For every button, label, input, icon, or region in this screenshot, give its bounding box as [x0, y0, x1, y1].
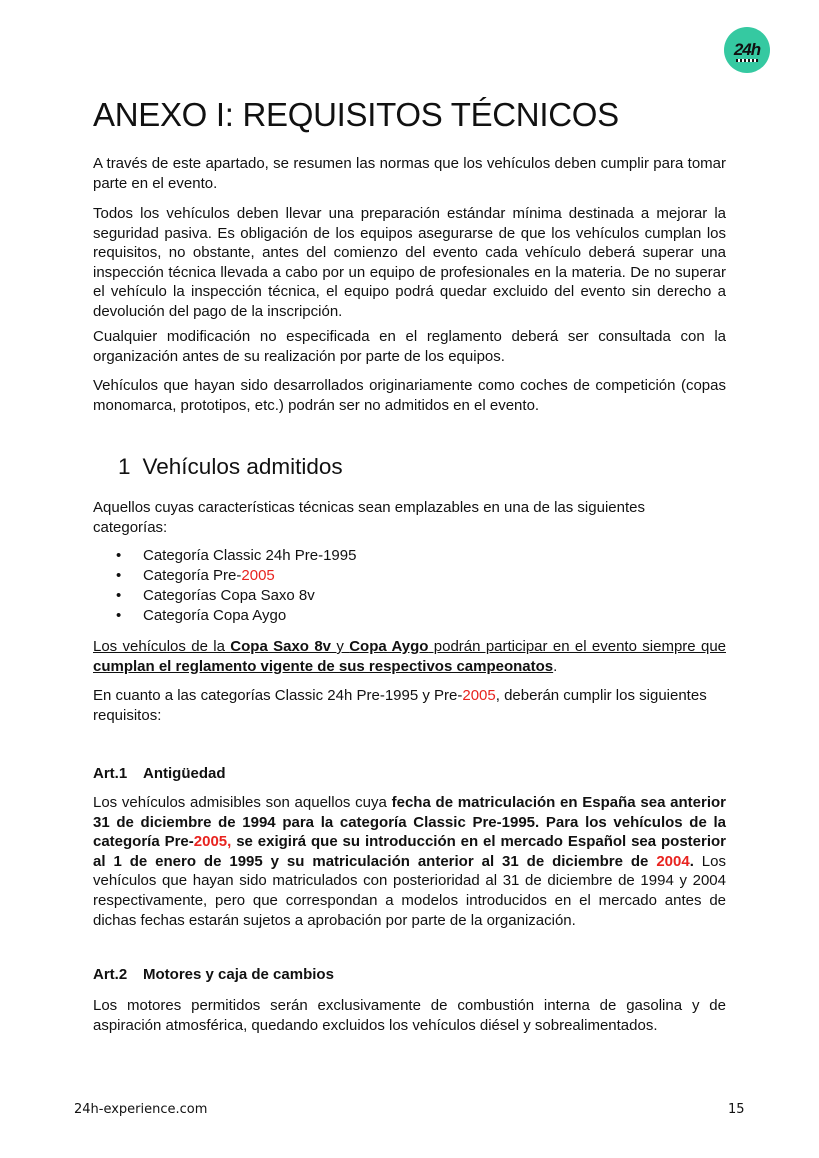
copa-note: Los vehículos de la Copa Saxo 8v y Copa Aygo podrán participar en el evento siempre que cumplan el reglamento vigente de sus respectivos campeonatos.	[93, 638, 726, 675]
intro-paragraph-2: Todos los vehículos deben llevar una preparación estándar mínima destinada a mejorar la seguridad pasiva. Es obligación de los equipos asegurarse de que los vehículos cumplan los requisitos, no obstante, antes del comienzo del evento cada vehículo deberá superar una inspección técnica llevada a cabo por un equipo de profesionales en la materia. De no superar el vehículo la inspección técnica, el equipo podrá quedar excluido del evento sin derecho a devolución del pago de la inscripción.	[93, 205, 726, 320]
article-1-heading: Art.1 Antigüedad	[93, 765, 226, 782]
bullet-icon: •	[116, 607, 122, 624]
list-item: • Categoría Copa Aygo	[116, 607, 287, 624]
section-title: Vehículos admitidos	[142, 454, 343, 479]
intro-paragraph-3: Cualquier modificación no especificada en el reglamento deberá ser consultada con la organización antes de su realización por parte de los equipos.	[93, 328, 726, 365]
list-item: • Categorías Copa Saxo 8v	[116, 587, 315, 604]
section-heading	[118, 454, 343, 480]
brand-logo	[724, 27, 770, 73]
bullet-icon: •	[116, 567, 122, 584]
article-2-text: Los motores permitidos serán exclusivamente de combustión interna de gasolina y de aspiración atmosférica, quedando excluidos los vehículos diésel y sobrealimentados.	[93, 997, 726, 1034]
logo-checker-stripe	[736, 59, 758, 62]
intro-paragraph-1: A través de este apartado, se resumen las normas que los vehículos deben cumplir para tomar parte en el evento.	[93, 155, 726, 192]
page-title: ANEXO I: REQUISITOS TÉCNICOS	[93, 96, 619, 133]
list-item: • Categoría Classic 24h Pre-1995	[116, 547, 357, 564]
article-2-heading: Art.2 Motores y caja de cambios	[93, 966, 334, 983]
bullet-icon: •	[116, 587, 122, 604]
classic-note: En cuanto a las categorías Classic 24h Pre-1995 y Pre-2005, deberán cumplir los siguientes requisitos:	[93, 687, 707, 724]
logo-text: 24h	[733, 40, 761, 59]
section-number: 1	[118, 454, 131, 479]
page-number: 15	[728, 1102, 745, 1117]
bullet-icon: •	[116, 547, 122, 564]
list-item: • Categoría Pre-2005	[116, 567, 275, 584]
intro-paragraph-4: Vehículos que hayan sido desarrollados originariamente como coches de competición (copas monomarca, prototipos, etc.) podrán ser no admitidos en el evento.	[93, 377, 726, 414]
section-lead: Aquellos cuyas características técnicas sean emplazables en una de las siguientes categorías:	[93, 499, 645, 536]
article-1-text: Los vehículos admisibles son aquellos cuya fecha de matriculación en España sea anterior 31 de diciembre de 1994 para la categoría Classic Pre-1995. Para los vehículos de la categoría Pre-2005, se exigirá que su introducción en el mercado Español sea posterior al 1 de enero de 1995 y su matriculación anterior al 31 de diciembre de 2004. Los vehículos que hayan sido matriculados con posterioridad al 31 de diciembre de 1994 y 2004 respectivamente, pero que correspondan a modelos introducidos en el mercado antes de dichas fechas estarán sujetos a aprobación por parte de la organización.	[93, 794, 727, 929]
footer-website: 24h-experience.com	[74, 1102, 208, 1117]
category-list	[113, 546, 356, 626]
